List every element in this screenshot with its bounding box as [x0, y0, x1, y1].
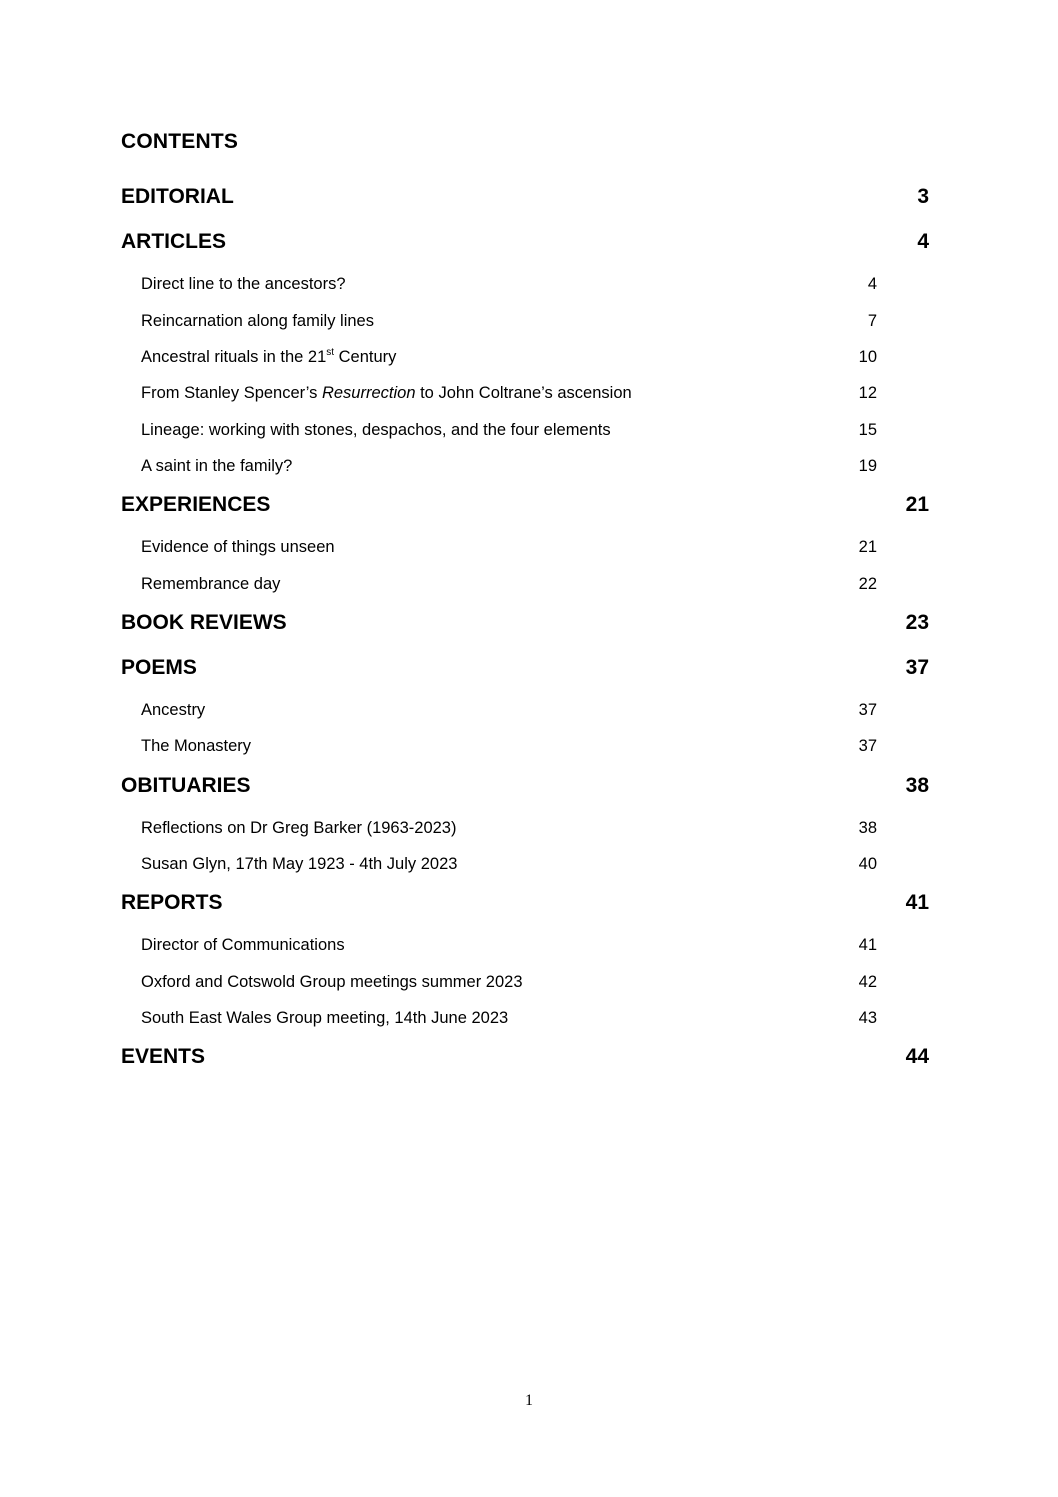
section-title: REPORTS [121, 891, 223, 914]
item-page: 21 [858, 538, 877, 556]
item-page: 15 [858, 421, 877, 439]
toc-item[interactable] [141, 384, 877, 408]
item-title: Remembrance day [141, 575, 281, 593]
toc-item[interactable] [141, 701, 877, 725]
item-page: 7 [867, 312, 877, 330]
item-title: Susan Glyn, 17th May 1923 - 4th July 2023 [141, 855, 458, 873]
item-title: A saint in the family? [141, 457, 293, 475]
item-title: Oxford and Cotswold Group meetings summer 2023 [141, 973, 523, 991]
section-title: POEMS [121, 656, 197, 679]
item-page: 22 [858, 575, 877, 593]
item-page: 42 [858, 973, 877, 991]
toc-item[interactable] [141, 457, 877, 481]
contents-heading: CONTENTS [121, 130, 239, 153]
item-page: 19 [858, 457, 877, 475]
item-page: 43 [858, 1009, 877, 1027]
page-number: 1 [525, 1392, 533, 1409]
item-title: The Monastery [141, 737, 252, 755]
section-page: 37 [905, 656, 929, 679]
item-title-italic: Resurrection [321, 384, 416, 402]
toc-item[interactable] [141, 275, 877, 299]
section-page: 3 [917, 185, 929, 208]
item-title: Director of Communications [141, 936, 345, 954]
toc-item[interactable] [141, 819, 877, 843]
section-title: EXPERIENCES [121, 493, 271, 516]
section-title: ARTICLES [121, 230, 226, 253]
section-title: EDITORIAL [121, 185, 234, 208]
toc-item[interactable] [141, 936, 877, 960]
toc-item[interactable] [141, 538, 877, 562]
toc-item[interactable] [141, 855, 877, 879]
item-page: 12 [858, 384, 877, 402]
item-title: Ancestry [141, 701, 206, 719]
toc-section-articles[interactable] [121, 230, 929, 260]
item-title [141, 384, 632, 403]
toc-item[interactable] [141, 737, 877, 761]
section-title: EVENTS [121, 1045, 206, 1068]
toc-item[interactable] [141, 312, 877, 336]
section-page: 38 [905, 774, 929, 797]
item-page: 41 [858, 936, 877, 954]
item-title-text: From Stanley Spencer’s [141, 384, 322, 402]
item-page: 37 [858, 737, 877, 755]
toc-item[interactable] [141, 348, 877, 372]
item-title [141, 348, 396, 367]
section-page: 21 [905, 493, 929, 516]
item-title: Evidence of things unseen [141, 538, 335, 556]
section-title: BOOK REVIEWS [121, 611, 287, 634]
toc-item[interactable] [141, 1009, 877, 1033]
toc-item[interactable] [141, 421, 877, 445]
toc-section-experiences[interactable] [121, 493, 929, 523]
section-page: 4 [917, 230, 929, 253]
item-title: Reflections on Dr Greg Barker (1963-2023) [141, 819, 457, 837]
toc-section-events[interactable] [121, 1045, 929, 1075]
item-title: Direct line to the ancestors? [141, 275, 346, 293]
item-title: Lineage: working with stones, despachos, and the four elements [141, 421, 611, 439]
item-page: 38 [858, 819, 877, 837]
toc-section-obituaries[interactable] [121, 774, 929, 804]
toc-section-reports[interactable] [121, 891, 929, 921]
item-title-text: Ancestral rituals in the 21 [141, 348, 327, 366]
item-page: 10 [858, 348, 877, 366]
section-page: 44 [905, 1045, 929, 1068]
toc-item[interactable] [141, 575, 877, 599]
item-title-superscript: st [326, 347, 335, 358]
toc-section-book-reviews[interactable] [121, 611, 929, 641]
section-title: OBITUARIES [121, 774, 251, 797]
toc-item[interactable] [141, 973, 877, 997]
item-page: 4 [867, 275, 877, 293]
item-title-text-end: to John Coltrane’s ascension [415, 384, 632, 402]
item-title-text-end: Century [334, 348, 397, 366]
toc-section-poems[interactable] [121, 656, 929, 686]
item-page: 37 [858, 701, 877, 719]
item-title: South East Wales Group meeting, 14th June 2023 [141, 1009, 509, 1027]
item-title: Reincarnation along family lines [141, 312, 374, 330]
section-page: 41 [905, 891, 929, 914]
section-page: 23 [905, 611, 929, 634]
item-page: 40 [858, 855, 877, 873]
toc-section-editorial[interactable] [121, 185, 929, 215]
